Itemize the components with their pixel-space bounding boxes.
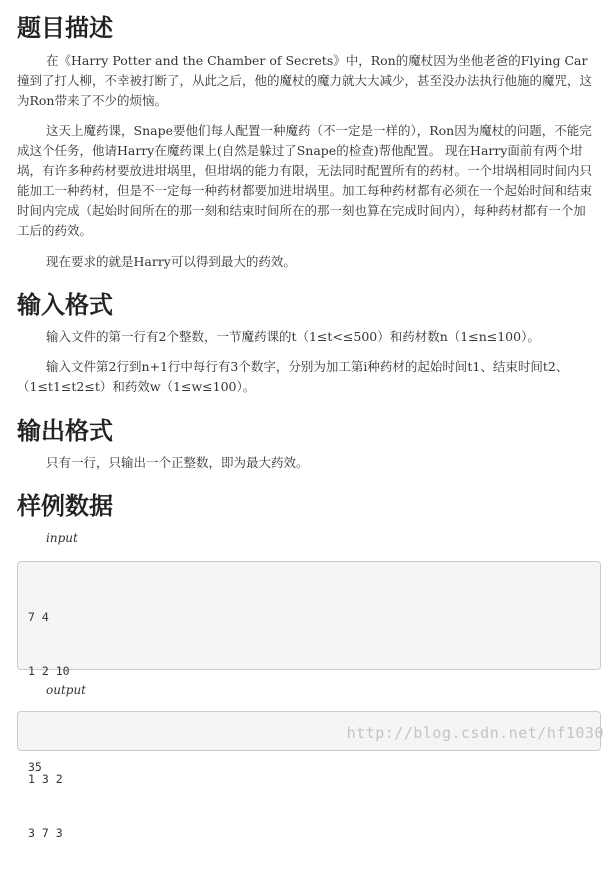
sample-input-line: 1 2 10 bbox=[28, 664, 70, 678]
sample-input-line: 1 3 2 bbox=[28, 772, 63, 786]
input-format-paragraph-2: 输入文件第2行到n+1行中每行有3个数字，分别为加工第i种药材的起始时间t1、结束时间t2、（1≤t1≤t2≤t）和药效w（1≤w≤100）。 bbox=[17, 359, 569, 394]
output-format-paragraph-1: 只有一行，只输出一个正整数，即为最大药效。 bbox=[46, 455, 309, 470]
sample-input-line: 7 4 bbox=[28, 610, 49, 624]
sample-heading: 样例数据 bbox=[17, 492, 113, 520]
sample-output-line: 35 bbox=[28, 760, 42, 774]
input-format-paragraph-1: 输入文件的第一行有2个整数，一节魔药课的t（1≤t<≤500）和药材数n（1≤n≤100）。 bbox=[46, 329, 540, 344]
description-paragraph-1: 在《Harry Potter and the Chamber of Secrets》中，Ron的魔杖因为坐他老爸的Flying Car撞到了打人柳，不幸被打断了，从此之后，他的魔杖的魔力就大大减少，甚至没办法执行他施的魔咒，这为Ron带来了不少的烦恼。 bbox=[17, 53, 593, 108]
sample-input-label: input bbox=[46, 531, 78, 545]
watermark: http://blog.csdn.net/hf1030 bbox=[346, 724, 604, 742]
description-heading: 题目描述 bbox=[17, 14, 113, 42]
description-paragraph-3: 现在要求的就是Harry可以得到最大的药效。 bbox=[46, 254, 296, 269]
sample-input-line: 3 7 3 bbox=[28, 826, 63, 840]
output-format-heading: 输出格式 bbox=[17, 417, 113, 445]
description-paragraph-2: 这天上魔药课，Snape要他们每人配置一种魔药（不一定是一样的），Ron因为魔杖的问题，不能完成这个任务，他请Harry在魔药课上(自然是躲过了Snape的检查)帮他配置。 现在Harry面前有两个坩埚，有许多种药材要放进坩埚里，但坩埚的能力有限，无法同时配置所有的药材。一个坩埚相同时间内只能加工一种药材，但是不一定每一种药材都要加进坩埚里。加工每种药材都有必须在一个起始时间和结束时间内完成（起始时间所在的那一刻和结束时间所在的那一刻也算在完成时间内），每种药材都有一个加工后的药效。 bbox=[17, 123, 593, 238]
sample-output-label: output bbox=[46, 683, 87, 697]
input-format-heading: 输入格式 bbox=[17, 291, 113, 319]
